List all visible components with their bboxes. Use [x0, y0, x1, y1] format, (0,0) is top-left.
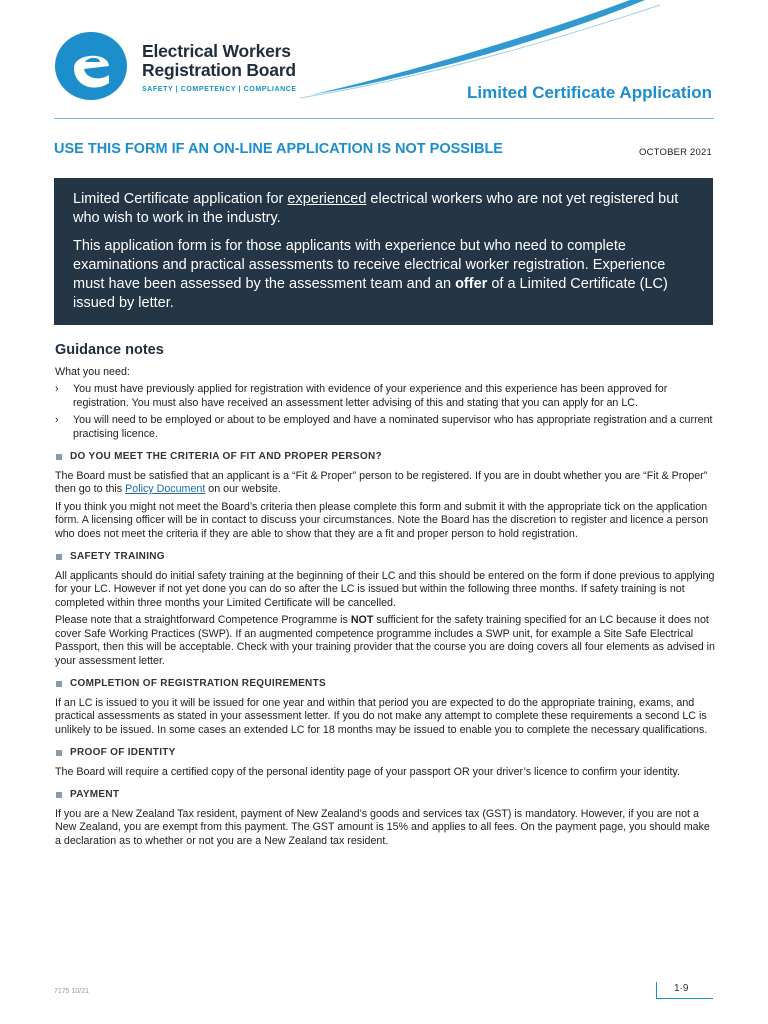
completion-paragraph: If an LC is issued to you it will be issued for one year and within that period you are expected to do the appropriate training, exams, and practical assessments as stated in your assessment letter. If you do not make any attempt to complete these requirements a second LC is unlikely to be issued. In some cases an extended LC for 18 months may be issued to enable you to complete the necessary qualifications.	[55, 696, 708, 736]
intro-p1-text-b: electrical workers who are not yet registered but who wish to work in the industry.	[73, 191, 679, 226]
page-number: 1·9	[674, 983, 689, 994]
intro-paragraph-1	[73, 190, 694, 228]
safety-bold-not: NOT	[350, 614, 374, 626]
safety-paragraph-1: All applicants should do initial safety training at the beginning of their LC and this should be entered on the form if done previous to applying for your LC. However if not yet done you can do so after the LC is issued but within the following three months. If safety training is not completed within three months your Limited Certificate will be cancelled.	[55, 569, 715, 609]
list-item-text: You will need to be employed or about to be employed and have a nominated supervisor who has appropriate registration and a current practising licence.	[73, 414, 713, 440]
square-bullet-icon	[56, 750, 62, 756]
payment-paragraph: If you are a New Zealand Tax resident, payment of New Zealand’s goods and services tax (GST) is mandatory. However, if you are not a New Zealand, you are exempt from this payment. The GST amount is 15% and applies to all fees. On the payment page, you should make a declaration as to whether or not you are a New Zealand tax resident.	[55, 807, 710, 847]
list-item-text: You must have previously applied for registration with evidence of your experience and this experience has been approved for registration. You must also have received an assessment letter advising of this and stating that you can apply for an LC.	[73, 383, 668, 409]
intro-p1-text-a: Limited Certificate application for	[73, 191, 288, 207]
intro-paragraph-2	[73, 237, 694, 313]
chevron-right-icon: ›	[55, 383, 59, 395]
ewrb-logo-icon	[54, 31, 128, 101]
section-heading-completion	[55, 677, 715, 691]
section-heading-identity	[55, 746, 715, 760]
section-heading-text: DO YOU MEET THE CRITERIA OF FIT AND PROPER PERSON?	[70, 451, 382, 462]
section-heading-payment	[55, 788, 715, 802]
intro-p2-text-b: of a Limited Certificate (LC) issued by letter.	[73, 276, 668, 311]
intro-box	[54, 178, 713, 325]
footer-divider	[656, 982, 657, 998]
policy-document-link[interactable]: Policy Document	[125, 483, 206, 495]
org-name-line1: Electrical Workers	[142, 41, 291, 61]
org-name-line2: Registration Board	[142, 60, 296, 80]
footer-rule	[656, 998, 713, 999]
list-item	[55, 414, 715, 441]
square-bullet-icon	[56, 681, 62, 687]
intro-p2-bold: offer	[455, 276, 488, 292]
guidance-title: Guidance notes	[55, 342, 164, 358]
intro-p2-text-a: This application form is for those applicants with experience but who need to complete examinations and practical assessments to receive electrical worker registration. Experience must have been assessed by the assessment team and an	[73, 238, 666, 292]
document-title: Limited Certificate Application	[467, 83, 712, 102]
section-heading-text: PROOF OF IDENTITY	[70, 747, 176, 758]
identity-paragraph: The Board will require a certified copy of the personal identity page of your passport OR your driver’s licence to confirm your identity.	[55, 765, 680, 778]
section-heading-fit-proper	[55, 450, 715, 464]
square-bullet-icon	[56, 792, 62, 798]
org-name	[142, 42, 296, 80]
fit-proper-paragraph-2: If you think you might not meet the Board’s criteria then please complete this form and submit it with the appropriate tick on the application form. A licensing officer will be in contact to discuss your circumstances. Note the Board has the discretion to register and licence a person who does not meet the criteria if they are able to show that they are a fit and proper person to hold registration.	[55, 500, 709, 540]
fit-proper-text-b: on our website.	[205, 483, 281, 495]
section-heading-text: PAYMENT	[70, 789, 120, 800]
safety-paragraph-2	[55, 614, 715, 668]
fit-proper-paragraph-1	[55, 470, 715, 497]
fit-proper-text-a: The Board must be satisfied that an applicant is a “Fit & Proper” person to be registered. If you are in doubt whether you are “Fit & Proper” then go to this	[55, 469, 708, 495]
footer-form-code: 7175 10/21	[54, 988, 90, 995]
org-tagline: SAFETY | COMPETENCY | COMPLIANCE	[142, 86, 297, 93]
requirements-list	[55, 383, 715, 441]
section-heading-text: SAFETY TRAINING	[70, 551, 165, 562]
section-heading-text: COMPLETION OF REGISTRATION REQUIREMENTS	[70, 678, 326, 689]
safety-text-a: Please note that a straightforward Competence Programme is	[55, 614, 351, 626]
safety-text-b: sufficient for the safety training specified for an LC because it does not cover Safe Working Practices (SWP). If an augmented competence programme includes a SWP unit, for example a Site Safe Electrical Passport, then this will be acceptable. Check with your training provider that the course you are doing covers all four elements as advised in your assessment letter.	[55, 614, 716, 667]
what-you-need-label: What you need:	[55, 365, 130, 378]
use-form-notice: USE THIS FORM IF AN ON-LINE APPLICATION IS NOT POSSIBLE	[54, 141, 503, 157]
intro-p1-underline: experienced	[287, 191, 367, 207]
square-bullet-icon	[56, 454, 62, 460]
square-bullet-icon	[56, 554, 62, 560]
guidance-content	[55, 344, 715, 852]
list-item	[55, 383, 715, 410]
document-date: OCTOBER 2021	[639, 147, 712, 158]
chevron-right-icon: ›	[55, 414, 59, 426]
section-heading-safety-training	[55, 550, 715, 564]
header-divider	[54, 118, 714, 119]
